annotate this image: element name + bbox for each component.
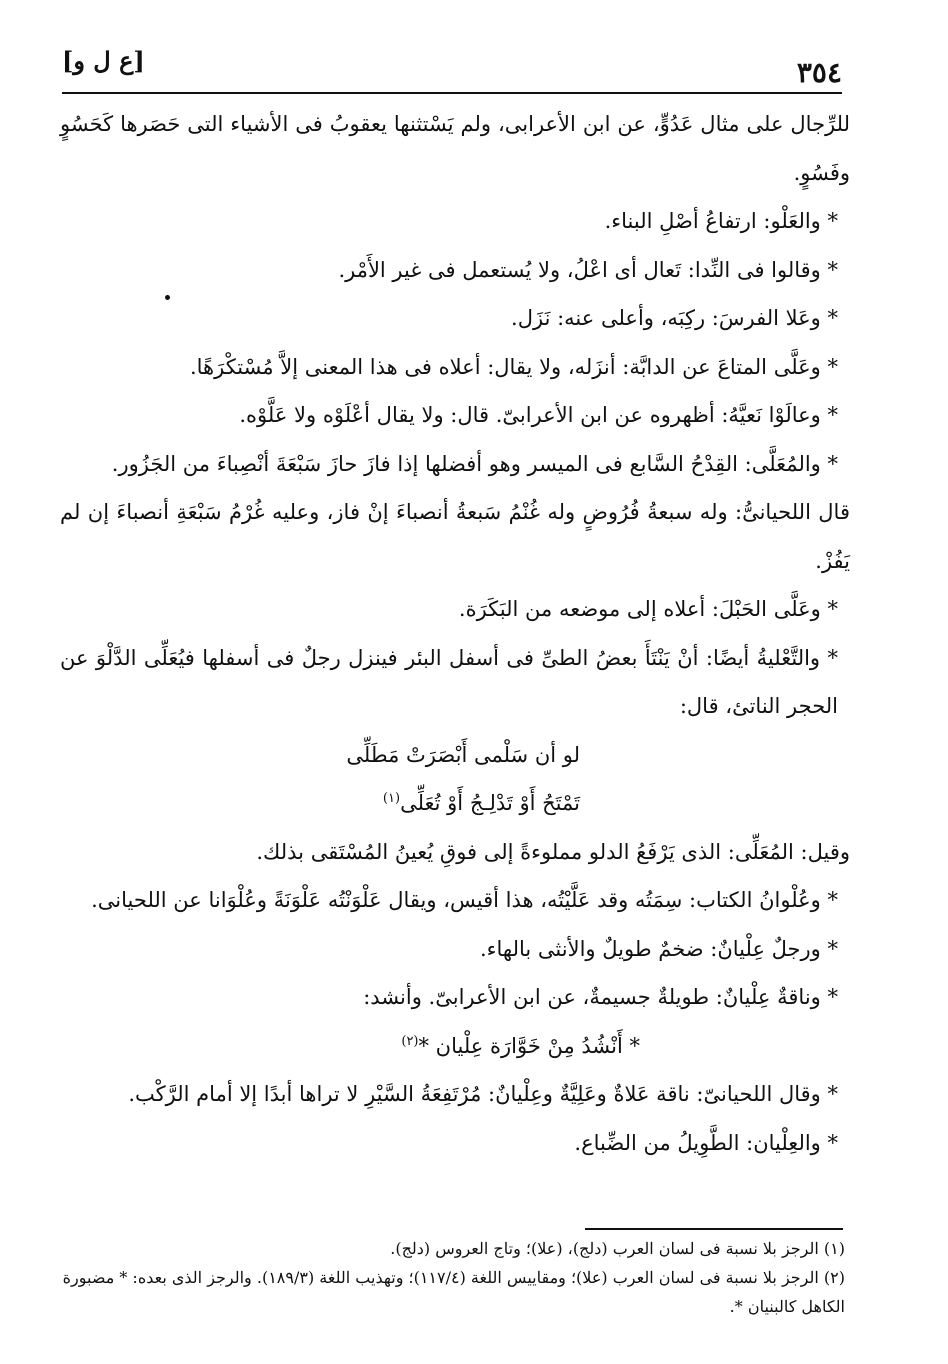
body-text <box>60 100 850 1167</box>
ink-dot <box>165 295 170 300</box>
root-label: [ع ل و] <box>62 46 145 75</box>
paragraph: * وعَلَّى الحَبْلَ: أعلاه إلى موضعه من البَكَرَة. <box>458 597 838 621</box>
paragraph: * والعَلْو: ارتفاعُ أصْلِ البناء. <box>604 209 838 233</box>
verse-text: تَمْتَحُ أَوْ تَدْلِـجُ أَوْ تُعَلِّى <box>400 791 580 815</box>
verse-text: * أَنْشُدُ مِنْ خَوَّارَة عِلْيان * <box>418 1033 640 1058</box>
footnote-marker: (١) <box>382 791 401 806</box>
paragraph: * والتَّعْليةُ أيضًا: أنْ يَنْتَأَ بعضُ الطىِّ فى أسفل البئر فينزل رجلٌ فى أسفلها فيُعَلِّى الدَّلْوَ عن الحجر الناتئ، قال: <box>60 645 838 718</box>
paragraph: * وعَلا الفرسَ: ركِبَه، وأعلى عنه: نَزَل. <box>511 306 838 330</box>
page-header <box>62 44 842 89</box>
paragraph: * والعِلْيان: الطَّوِيلُ من الضِّباع. <box>574 1130 838 1155</box>
paragraph: * وعالَوْا نَعيَّهُ: أظهروه عن ابن الأعرابىّ. قال: ولا يقال أعْلَوْه ولا عَلَّوْه. <box>239 403 838 427</box>
paragraph: * وناقةٌ عِلْيانٌ: طويلةٌ جسيمةٌ، عن ابن الأعرابىّ. وأنشد: <box>363 985 838 1009</box>
footnotes <box>60 1234 845 1321</box>
paragraph: * وعُلْوانُ الكتاب: سِمَتُه وقد عَلَّيْتُه، هذا أقيس، ويقال عَلْوَنْتُه عَلْوَنَةً وعُلْوَانا عن اللحيانى. <box>91 888 838 912</box>
verse-line <box>60 1022 850 1071</box>
paragraph: وقيل: المُعَلِّى: الذى يَرْفَعُ الدلو مملوءةً إلى فوقِ يُعينُ المُسْتَقى بذلك. <box>256 839 850 864</box>
footnote: (١) الرجز بلا نسبة فى لسان العرب (دلج)، (علا)؛ وتاج العروس (دلج). <box>390 1239 845 1258</box>
paragraph: * وقالوا فى النِّدا: تَعال أى اعْلُ، ولا يُستعمل فى غير الأَمْر. <box>338 257 838 282</box>
paragraph: قال اللحيانىُّ: وله سبعةُ فُرُوضٍ وله غُنْمُ سَبعةُ أنصباءَ إنْ فاز، وعليه غُرْمُ سَبْعَةِ أنصباءَ إن لم يَفُزْ. <box>60 500 850 573</box>
verse-line: لو أن سَلْمى أَبْصَرَتْ مَطَلِّى <box>346 742 580 767</box>
paragraph: * وعَلَّى المتاعَ عن الدابَّة: أنزَله، ولا يقال: أعلاه فى هذا المعنى إلاَّ مُسْتكْرَهًا. <box>189 354 838 379</box>
footnote-rule <box>585 1228 843 1230</box>
page-number: ٣٥٤ <box>796 56 842 89</box>
header-rule <box>62 92 842 94</box>
paragraph: للرِّجال على مثال عَدُوٍّ، عن ابن الأعرابى، ولم يَسْتثنها يعقوبُ فى الأشياء التى حَصَرها كَحَسُوٍ وفَسُوٍ. <box>60 112 850 185</box>
paragraph: * وقال اللحيانىّ: ناقة عَلاةٌ وعَلِيَّةٌ وعِلْيانٌ: مُرْتَفِعَةُ السَّيْرِ لا تراها أبدًا إلا أمام الرَّكْب. <box>128 1082 838 1106</box>
paragraph: * ورجلٌ عِلْيانٌ: ضخمٌ طويلٌ والأنثى بالهاء. <box>479 936 838 961</box>
verse-line <box>60 779 850 828</box>
footnote-marker: (٢) <box>401 1033 419 1049</box>
paragraph: * والمُعَلَّى: القِدْحُ السَّابع فى الميسر وهو أفضلها إذا فازَ حازَ سَبْعَةَ أنْصِباءَ من الجَزُور. <box>111 451 838 476</box>
footnote: (٢) الرجز بلا نسبة فى لسان العرب (علا)؛ ومقاييس اللغة (١١٧/٤)؛ وتهذيب اللغة (١٨٩/٣). والرجز الذى بعده: * مضبورة الكاهل كالبنيان *. <box>62 1268 845 1316</box>
